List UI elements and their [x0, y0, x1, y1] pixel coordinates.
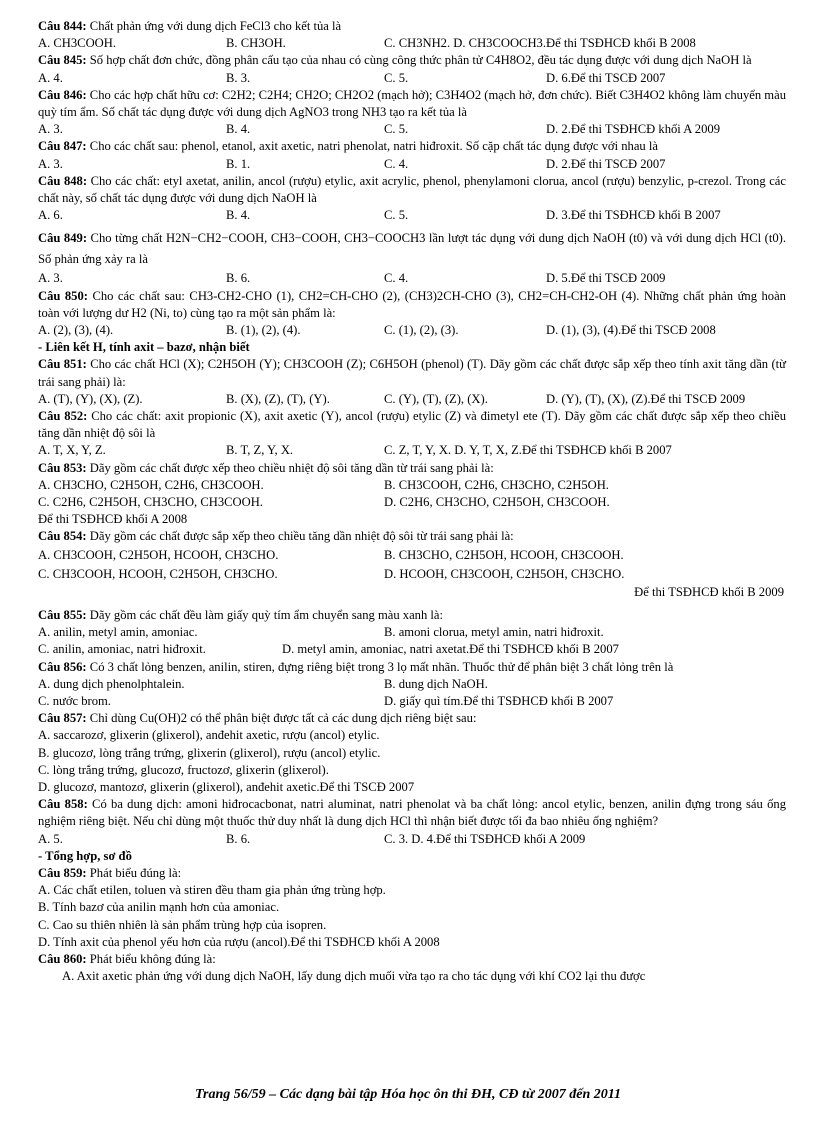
- question-number: Câu 846:: [38, 87, 87, 102]
- option-b: B. (1), (2), (4).: [226, 323, 301, 338]
- question-860: [38, 951, 786, 985]
- option-d: D. (Y), (T), (X), (Z).Để thi TSCĐ 2009: [546, 391, 746, 406]
- option-a: A. Các chất etilen, toluen và stiren đều tham gia phản ứng trùng hợp.: [38, 883, 386, 898]
- question-846: [38, 87, 786, 139]
- option-d: D. giấy quì tím.Để thi TSĐHCĐ khối B 2007: [384, 693, 614, 708]
- question-number: Câu 848:: [38, 173, 88, 188]
- option-d: D. HCOOH, CH3COOH, C2H5OH, CH3CHO.: [384, 566, 625, 581]
- option-b: B. 3.: [226, 70, 251, 85]
- option-a: A. 6.: [38, 208, 63, 223]
- option-b: B. CH3CHO, C2H5OH, HCOOH, CH3COOH.: [384, 547, 624, 562]
- question-stem: Dãy gồm các chất được sắp xếp theo chiều tăng dần nhiệt độ sôi từ trái sang phải là:: [89, 529, 514, 544]
- question-845: [38, 52, 786, 86]
- question-number: Câu 858:: [38, 797, 88, 812]
- question-847: [38, 138, 786, 172]
- option-d: D. Tính axit của phenol yếu hơn của rượu (ancol).Để thi TSĐHCĐ khối A 2008: [38, 934, 440, 949]
- option-c: C. C2H6, C2H5OH, CH3CHO, CH3COOH.: [38, 495, 263, 510]
- question-857: [38, 710, 786, 796]
- question-stem: Cho từng chất H2N−CH2−COOH, CH3−COOH, CH3−COOCH3 lần lượt tác dụng với dung dịch NaOH (t0) và với dung dịch HCl (t0). Số phản ứng xảy ra là: [38, 231, 786, 267]
- option-a: A. CH3CHO, C2H5OH, C2H6, CH3COOH.: [38, 477, 264, 492]
- option-b: B. (X), (Z), (T), (Y).: [226, 391, 330, 406]
- question-stem: Phát biểu đúng là:: [89, 865, 182, 880]
- question-stem: Dãy gồm các chất được xếp theo chiều nhiệt độ sôi tăng dần từ trái sang phải là:: [89, 460, 494, 475]
- question-stem: Có ba dung dịch: amoni hiđrocacbonat, natri aluminat, natri phenolat và ba chất lỏng: ancol etylic, benzen, anilin đựng trong sáu ống nghiệm riêng biệt. Nếu chỉ dùng một thuốc thử duy nhất là dung dịch HCl thì nhận biết được tối đa bao nhiêu ống nghiệm?: [38, 797, 786, 829]
- question-stem: Phát biểu không đúng là:: [89, 951, 216, 966]
- question-854: [38, 528, 786, 600]
- option-a: A. 3.: [38, 122, 63, 137]
- option-c: C. 4.: [384, 271, 409, 286]
- question-number: Câu 853:: [38, 460, 87, 475]
- question-number: Câu 845:: [38, 53, 87, 68]
- question-858: [38, 796, 786, 848]
- option-c: C. CH3COOH, HCOOH, C2H5OH, CH3CHO.: [38, 566, 278, 581]
- question-849: [38, 228, 786, 287]
- option-a: A. saccarozơ, glixerin (glixerol), anđehit axetic, rượu (ancol) etylic.: [38, 728, 380, 743]
- question-855: [38, 607, 786, 659]
- question-850: [38, 288, 786, 340]
- question-stem: Cho các chất HCl (X); C2H5OH (Y); CH3COOH (Z); C6H5OH (phenol) (T). Dãy gồm các chất được sắp xếp theo tính axit tăng dần (từ trái sang phải) là:: [38, 357, 786, 389]
- question-number: Câu 847:: [38, 139, 87, 154]
- option-a: A. 4.: [38, 70, 63, 85]
- option-c: C. 4.: [384, 156, 409, 171]
- option-a: A. 3.: [38, 156, 63, 171]
- option-d: D. 2.Để thi TSĐHCĐ khối A 2009: [546, 122, 720, 137]
- option-d: D. 2.Để thi TSCĐ 2007: [546, 156, 666, 171]
- question-851: [38, 356, 786, 408]
- question-stem: Cho các chất: etyl axetat, anilin, ancol (rượu) etylic, axit acrylic, phenol, phenylamoni clorua, ancol (rượu) benzylic, p-crezol. Trong các chất này, số chất tác dụng được với dung dịch NaOH là: [38, 173, 786, 206]
- option-b: B. CH3OH.: [226, 36, 286, 51]
- option-c: C. 5.: [384, 208, 409, 223]
- option-b: B. CH3COOH, C2H6, CH3CHO, C2H5OH.: [384, 477, 609, 492]
- question-number: Câu 851:: [38, 357, 87, 372]
- question-number: Câu 849:: [38, 231, 88, 246]
- option-b: B. 4.: [226, 122, 251, 137]
- option-c: C. anilin, amoniac, natri hiđroxit.: [38, 642, 206, 657]
- question-stem: Cho các hợp chất hữu cơ: C2H2; C2H4; CH2O; CH2O2 (mạch hở); C3H4O2 (mạch hở, đơn chức). Biết C3H4O2 không làm chuyển màu quỳ tím ẩm. Số chất tác dụng được với dung dịch AgNO3 trong NH3 tạo ra kết tủa là: [38, 87, 786, 120]
- question-stem: Chỉ dùng Cu(OH)2 có thể phân biệt được tất cả các dung dịch riêng biệt sau:: [89, 711, 477, 726]
- question-stem: Chất phản ứng với dung dịch FeCl3 cho kết tủa là: [89, 19, 342, 33]
- question-number: Câu 860:: [38, 951, 87, 966]
- question-859: [38, 865, 786, 951]
- option-c: C. (1), (2), (3).: [384, 323, 459, 338]
- option-a: A. 3.: [38, 271, 63, 286]
- question-number: Câu 857:: [38, 711, 87, 726]
- question-853: [38, 460, 786, 529]
- option-c: C. Cao su thiên nhiên là sản phẩm trùng hợp của isopren.: [38, 917, 327, 932]
- question-number: Câu 852:: [38, 409, 88, 424]
- question-number: Câu 850:: [38, 288, 88, 303]
- option-c: C. (Y), (T), (Z), (X).: [384, 391, 488, 406]
- option-b: B. 6.: [226, 831, 251, 846]
- option-c: C. Z, T, Y, X. D. Y, T, X, Z.Để thi TSĐHCĐ khối B 2007: [384, 443, 672, 458]
- question-stem: Cho các chất: axit propionic (X), axit axetic (Y), ancol (rượu) etylic (Z) và đimetyl ete (T). Dãy gồm các chất được sắp xếp theo chiều tăng dần nhiệt độ sôi là: [38, 409, 786, 441]
- option-b: B. dung dịch NaOH.: [384, 676, 488, 691]
- option-c: C. 5.: [384, 122, 409, 137]
- section-heading: - Liên kết H, tính axit – bazơ, nhận biết: [38, 340, 250, 355]
- option-d: D. glucozơ, mantozơ, glixerin (glixerol), anđehit axetic.Để thi TSCĐ 2007: [38, 779, 415, 794]
- option-a: A. T, X, Y, Z.: [38, 443, 106, 458]
- option-d: D. metyl amin, amoniac, natri axetat.Để thi TSĐHCĐ khối B 2007: [282, 642, 619, 657]
- section-heading: - Tổng hợp, sơ đồ: [38, 848, 132, 863]
- option-c: C. nước brom.: [38, 693, 111, 708]
- option-a: A. (2), (3), (4).: [38, 323, 114, 338]
- option-c: C. lòng trắng trứng, glucozơ, fructozơ, glixerin (glixerol).: [38, 762, 329, 777]
- option-d: D. (1), (3), (4).Để thi TSCĐ 2008: [546, 323, 716, 338]
- option-c: C. 3. D. 4.Để thi TSĐHCĐ khối A 2009: [384, 831, 586, 846]
- option-a: A. CH3COOH, C2H5OH, HCOOH, CH3CHO.: [38, 547, 279, 562]
- question-number: Câu 859:: [38, 865, 87, 880]
- option-b: B. 6.: [226, 271, 251, 286]
- option-a: A. (T), (Y), (X), (Z).: [38, 391, 143, 406]
- option-d: D. C2H6, CH3CHO, C2H5OH, CH3COOH.: [384, 495, 610, 510]
- page-footer: Trang 56/59 – Các dạng bài tập Hóa học ôn thi ĐH, CĐ từ 2007 đến 2011: [195, 1087, 621, 1102]
- option-b: B. 4.: [226, 208, 251, 223]
- question-stem: Cho các chất sau: phenol, etanol, axit axetic, natri phenolat, natri hiđroxit. Số cặp chất tác dụng được với nhau là: [89, 139, 658, 154]
- option-d: D. 6.Để thi TSCĐ 2007: [546, 70, 666, 85]
- option-b: B. 1.: [226, 156, 251, 171]
- option-d: D. 3.Để thi TSĐHCĐ khối B 2007: [546, 208, 721, 223]
- option-c: C. CH3NH2. D. CH3COOCH3.Để thi TSĐHCĐ khối B 2008: [384, 36, 696, 51]
- question-856: [38, 659, 786, 711]
- question-stem: Số hợp chất đơn chức, đồng phân cấu tạo của nhau có cùng công thức phân tử C4H8O2, đều tác dụng được với dung dịch NaOH là: [89, 53, 752, 68]
- question-844: [38, 18, 786, 52]
- question-number: Câu 844:: [38, 19, 87, 33]
- question-stem: Dãy gồm các chất đều làm giấy quỳ tím ẩm chuyển sang màu xanh là:: [89, 607, 444, 622]
- question-848: [38, 173, 786, 225]
- option-b: B. T, Z, Y, X.: [226, 443, 294, 458]
- option-b: B. glucozơ, lòng trắng trứng, glixerin (glixerol), rượu (ancol) etylic.: [38, 745, 381, 760]
- option-a: A. Axit axetic phản ứng với dung dịch NaOH, lấy dung dịch muối vừa tạo ra cho tác dụng với khí CO2 lại thu được: [62, 969, 646, 984]
- option-d: D. 5.Để thi TSCĐ 2009: [546, 271, 666, 286]
- option-a: A. dung dịch phenolphtalein.: [38, 676, 185, 691]
- option-b: B. Tính bazơ của anilin mạnh hơn của amoniac.: [38, 900, 280, 915]
- question-stem: Cho các chất sau: CH3-CH2-CHO (1), CH2=CH-CHO (2), (CH3)2CH-CHO (3), CH2=CH-CH2-OH (4). Những chất phản ứng hoàn toàn với lượng dư H2 (Ni, to) cùng tạo ra một sản phẩm là:: [38, 288, 786, 320]
- option-c: C. 5.: [384, 70, 409, 85]
- option-a: A. 5.: [38, 831, 63, 846]
- question-number: Câu 856:: [38, 659, 87, 674]
- option-a: A. anilin, metyl amin, amoniac.: [38, 625, 198, 640]
- option-a: A. CH3COOH.: [38, 36, 117, 51]
- question-stem: Có 3 chất lỏng benzen, anilin, stiren, đựng riêng biệt trong 3 lọ mất nhãn. Thuốc thử để phân biệt 3 chất lỏng trên là: [89, 659, 674, 674]
- question-number: Câu 855:: [38, 607, 87, 622]
- exam-source: Để thi TSĐHCĐ khối B 2009: [634, 584, 784, 599]
- question-852: [38, 408, 786, 460]
- exam-source: Để thi TSĐHCĐ khối A 2008: [38, 512, 188, 527]
- question-number: Câu 854:: [38, 529, 87, 544]
- option-b: B. amoni clorua, metyl amin, natri hiđroxit.: [384, 625, 604, 640]
